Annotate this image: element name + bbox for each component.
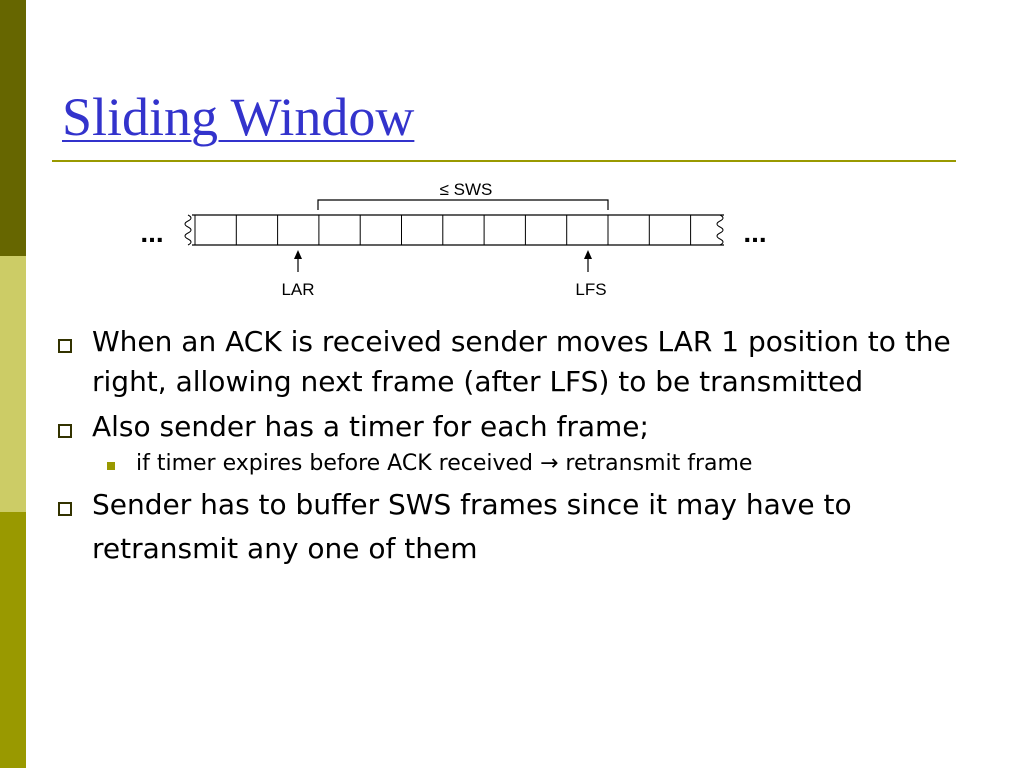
hollow-square-bullet-icon [58,339,72,353]
frame-dividers [195,215,691,245]
bullet-item [52,483,972,571]
left-break-mark [185,215,191,245]
right-ellipsis: ... [743,217,767,248]
lfs-arrow-head [584,250,592,259]
lar-label: LAR [281,280,315,299]
bullet-list [52,322,972,571]
window-brace [318,200,608,210]
lar-arrow-head [294,250,302,259]
left-ellipsis: ... [140,217,164,248]
bullet-text: Also sender has a timer for each frame; [92,410,649,443]
side-bar-bottom [0,512,26,768]
filled-square-bullet-icon [107,462,115,470]
bullet-item [52,407,972,447]
sliding-window-diagram [0,0,1024,320]
lfs-label: LFS [575,280,607,299]
bullet-text: Sender has to buffer SWS frames since it may have to retransmit any one of them [92,488,852,565]
bullet-item [52,322,972,402]
sub-bullet-item [52,449,972,479]
bullet-text: When an ACK is received sender moves LAR 1 position to the right, allowing next frame (after LFS) to be transmitted [92,325,951,398]
slide-title: Sliding Window [62,87,415,147]
hollow-square-bullet-icon [58,502,72,516]
sub-bullet-text: if timer expires before ACK received → retransmit frame [136,451,753,476]
hollow-square-bullet-icon [58,424,72,438]
window-size-label: ≤ SWS [439,180,493,199]
right-break-mark [717,215,723,245]
